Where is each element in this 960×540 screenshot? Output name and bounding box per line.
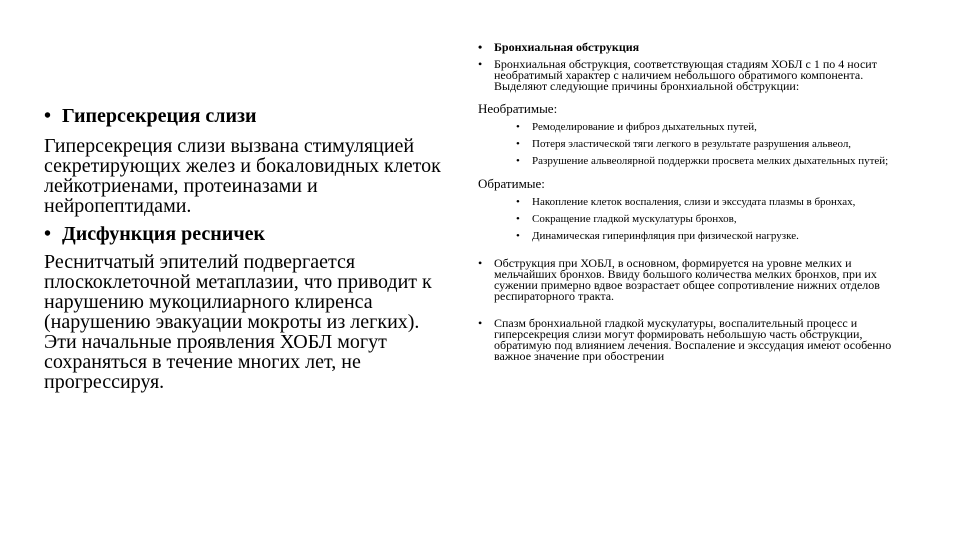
irreversible-item-text: Ремоделирование и фиброз дыхательных путей, — [532, 121, 757, 133]
bullet-icon: • — [478, 57, 483, 71]
obstruction-note-text: Обструкция при ХОБЛ, в основном, формируется на уровне мелких и мельчайших бронхов. Ввиду большого количества мелких бронхов, при их сужении примерно вдвое возрастает общее сопротивление нижних отделов респираторного тракта. — [494, 256, 880, 303]
reversible-item-text: Динамическая гиперинфляция при физической нагрузке. — [532, 230, 799, 242]
irreversible-item-text: Разрушение альвеолярной поддержки просвета мелких дыхательных путей; — [532, 155, 889, 167]
bullet-icon: • — [516, 121, 520, 133]
irreversible-item — [478, 139, 908, 150]
bullet-icon: • — [516, 213, 520, 225]
bullet-icon: • — [44, 105, 52, 127]
obstruction-note — [478, 258, 908, 302]
bullet-icon: • — [516, 138, 520, 150]
spasm-note — [478, 318, 908, 362]
irreversible-item — [478, 122, 908, 133]
mucus-hypersecretion-heading — [44, 106, 444, 126]
reversible-item — [478, 214, 908, 225]
reversible-item-text: Сокращение гладкой мускулатуры бронхов, — [532, 213, 737, 225]
reversible-item-text: Накопление клеток воспаления, слизи и экссудата плазмы в бронхах, — [532, 196, 856, 208]
right-column — [478, 42, 908, 362]
irreversible-item-text: Потеря эластической тяги легкого в результате разрушения альвеол, — [532, 138, 852, 150]
reversible-item — [478, 197, 908, 208]
bullet-icon: • — [478, 316, 483, 330]
bronchial-obstruction-intro — [478, 59, 908, 92]
bronchial-obstruction-title-text: Бронхиальная обструкция — [494, 40, 640, 54]
bullet-icon: • — [44, 223, 52, 245]
bronchial-obstruction-title — [478, 42, 908, 53]
bullet-icon: • — [478, 40, 483, 54]
bullet-icon: • — [516, 155, 520, 167]
irreversible-label: Необратимые: — [478, 101, 558, 116]
cilia-dysfunction-text: Реснитчатый эпителий подвергается плоскоклеточной метаплазии, что приводит к нарушению мукоцилиарного клиренса (нарушению эвакуации мокроты из легких). Эти начальные проявления ХОБЛ могут сохраняться в течение многих лет, не прогрессируя. — [44, 251, 432, 393]
mucus-hypersecretion-text: Гиперсекреция слизи вызвана стимуляцией секретирующих желез и бокаловидных клеток лейкотриенами, протеиназами и нейропептидами. — [44, 135, 441, 217]
bullet-icon: • — [478, 256, 483, 270]
bronchial-obstruction-intro-text: Бронхиальная обструкция, соответствующая стадиям ХОБЛ с 1 по 4 носит необратимый характер с наличием небольшого обратимого компонента. Выделяют следующие причины бронхиальной обструкции: — [494, 57, 877, 93]
cilia-dysfunction-heading — [44, 224, 444, 244]
left-column — [44, 106, 444, 392]
cilia-dysfunction-title: Дисфункция ресничек — [62, 223, 265, 245]
reversible-label: Обратимые: — [478, 176, 545, 191]
reversible-item — [478, 231, 908, 242]
bullet-icon: • — [516, 196, 520, 208]
spasm-note-text: Спазм бронхиальной гладкой мускулатуры, воспалительный процесс и гиперсекреция слизи могут формировать небольшую часть обструкции, обратимую под влиянием лечения. Воспаление и экссудация имеют особенно важное значение при обострении — [494, 316, 892, 363]
bullet-icon: • — [516, 230, 520, 242]
irreversible-item — [478, 156, 908, 167]
mucus-hypersecretion-title: Гиперсекреция слизи — [62, 105, 257, 127]
